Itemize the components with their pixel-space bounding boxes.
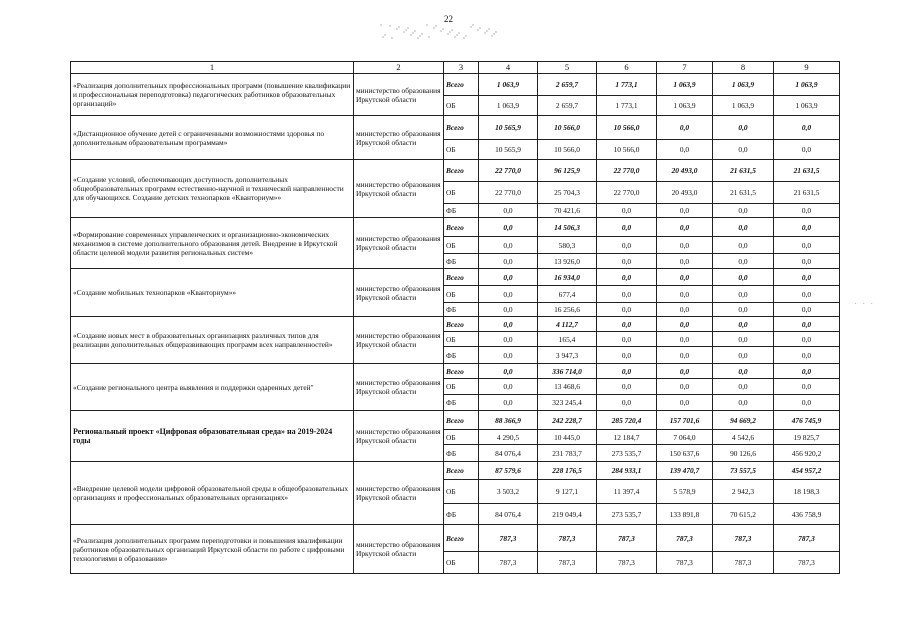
funding-source-cell: ОБ <box>444 379 479 395</box>
amount-cell: 0,0 <box>774 379 840 395</box>
amount-cell: 0,0 <box>597 204 657 218</box>
amount-cell: 0,0 <box>597 317 657 332</box>
funding-source-cell: ОБ <box>444 96 479 116</box>
amount-cell: 0,0 <box>597 237 657 254</box>
amount-cell: 0,0 <box>597 332 657 347</box>
amount-cell: 787,3 <box>657 525 713 552</box>
amount-cell: 0,0 <box>657 395 713 411</box>
amount-cell: 0,0 <box>713 218 774 237</box>
amount-cell: 0,0 <box>479 347 538 364</box>
amount-cell: 4 112,7 <box>538 317 597 332</box>
column-number-row <box>71 62 840 74</box>
amount-cell: 476 745,9 <box>774 411 840 430</box>
executor-cell: министерство образования Иркутской области <box>354 525 444 574</box>
amount-cell: 4 290,5 <box>479 430 538 445</box>
amount-cell: 0,0 <box>479 286 538 303</box>
amount-cell: 2 659,7 <box>538 74 597 96</box>
table-row <box>71 269 840 286</box>
amount-cell: 5 578,9 <box>657 480 713 504</box>
measure-name-cell: Региональный проект «Цифровая образовательная среда» на 2019-2024 годы <box>71 411 354 462</box>
column-number-7: 7 <box>657 62 713 74</box>
amount-cell: 0,0 <box>713 395 774 411</box>
amount-cell: 157 701,6 <box>657 411 713 430</box>
amount-cell: 21 631,5 <box>713 160 774 182</box>
amount-cell: 0,0 <box>713 204 774 218</box>
amount-cell: 7 064,0 <box>657 430 713 445</box>
amount-cell: 165,4 <box>538 332 597 347</box>
amount-cell: 787,3 <box>657 552 713 574</box>
amount-cell: 0,0 <box>774 303 840 317</box>
amount-cell: 0,0 <box>479 379 538 395</box>
funding-source-cell: ФБ <box>444 254 479 269</box>
executor-cell: министерство образования Иркутской области <box>354 462 444 525</box>
amount-cell: 133 891,8 <box>657 504 713 525</box>
amount-cell: 0,0 <box>657 254 713 269</box>
amount-cell: 0,0 <box>657 303 713 317</box>
amount-cell: 0,0 <box>597 347 657 364</box>
amount-cell: 242 228,7 <box>538 411 597 430</box>
funding-source-cell: ОБ <box>444 182 479 204</box>
amount-cell: 0,0 <box>657 347 713 364</box>
amount-cell: 0,0 <box>597 303 657 317</box>
amount-cell: 0,0 <box>479 317 538 332</box>
amount-cell: 285 720,4 <box>597 411 657 430</box>
executor-cell: министерство образования Иркутской области <box>354 74 444 116</box>
amount-cell: 16 934,0 <box>538 269 597 286</box>
amount-cell: 84 076,4 <box>479 445 538 462</box>
executor-cell: министерство образования Иркутской области <box>354 317 444 364</box>
amount-cell: 2 659,7 <box>538 96 597 116</box>
amount-cell: 0,0 <box>657 286 713 303</box>
funding-source-cell: ФБ <box>444 445 479 462</box>
amount-cell: 0,0 <box>479 332 538 347</box>
amount-cell: 0,0 <box>713 269 774 286</box>
measure-name-cell: «Создание мобильных технопарков «Кванториум»» <box>71 269 354 317</box>
amount-cell: 150 637,6 <box>657 445 713 462</box>
measure-name-cell: «Реализация дополнительных профессиональных программ (повышение квалификации и профессиональная переподготовка) педагогических работников образовательных организаций» <box>71 74 354 116</box>
amount-cell: 677,4 <box>538 286 597 303</box>
amount-cell: 0,0 <box>657 140 713 160</box>
amount-cell: 21 631,5 <box>774 182 840 204</box>
amount-cell: 436 758,9 <box>774 504 840 525</box>
amount-cell: 16 256,6 <box>538 303 597 317</box>
amount-cell: 323 245,4 <box>538 395 597 411</box>
amount-cell: 14 506,3 <box>538 218 597 237</box>
amount-cell: 10 566,0 <box>538 140 597 160</box>
amount-cell: 0,0 <box>479 204 538 218</box>
amount-cell: 1 063,9 <box>774 74 840 96</box>
page-number: 22 <box>444 14 453 24</box>
amount-cell: 0,0 <box>713 379 774 395</box>
funding-source-cell: ОБ <box>444 332 479 347</box>
amount-cell: 787,3 <box>774 552 840 574</box>
executor-cell: министерство образования Иркутской области <box>354 411 444 462</box>
amount-cell: 0,0 <box>713 347 774 364</box>
table-row <box>71 116 840 140</box>
amount-cell: 3 503,2 <box>479 480 538 504</box>
amount-cell: 0,0 <box>597 254 657 269</box>
measure-name-cell: «Дистанционное обучение детей с ограниченными возможностями здоровья по дополнительным образовательным программам» <box>71 116 354 160</box>
amount-cell: 456 920,2 <box>774 445 840 462</box>
amount-cell: 3 947,3 <box>538 347 597 364</box>
amount-cell: 0,0 <box>774 364 840 379</box>
funding-source-cell: ОБ <box>444 480 479 504</box>
amount-cell: 22 770,0 <box>479 160 538 182</box>
amount-cell: 580,3 <box>538 237 597 254</box>
amount-cell: 787,3 <box>597 525 657 552</box>
budget-table <box>70 61 840 574</box>
amount-cell: 90 126,6 <box>713 445 774 462</box>
amount-cell: 273 535,7 <box>597 445 657 462</box>
funding-source-cell: Всего <box>444 218 479 237</box>
table-row <box>71 218 840 237</box>
amount-cell: 0,0 <box>597 269 657 286</box>
amount-cell: 1 063,9 <box>657 96 713 116</box>
amount-cell: 0,0 <box>657 317 713 332</box>
funding-source-cell: Всего <box>444 160 479 182</box>
measure-name-cell: «Создание новых мест в образовательных организациях различных типов для реализации дополнительных общеразвивающих программ всех направленностей» <box>71 317 354 364</box>
amount-cell: 0,0 <box>774 116 840 140</box>
amount-cell: 0,0 <box>479 218 538 237</box>
amount-cell: 0,0 <box>657 204 713 218</box>
amount-cell: 0,0 <box>774 218 840 237</box>
amount-cell: 18 198,3 <box>774 480 840 504</box>
column-number-4: 4 <box>479 62 538 74</box>
measure-name-cell: «Формирование современных управленческих и организационно-экономических механизмов в системе дополнительного образования детей. Внедрение в Иркутской области целевой модели развития региональных систем» <box>71 218 354 269</box>
amount-cell: 0,0 <box>597 286 657 303</box>
amount-cell: 0,0 <box>479 269 538 286</box>
amount-cell: 0,0 <box>657 218 713 237</box>
amount-cell: 0,0 <box>774 286 840 303</box>
amount-cell: 70 615,2 <box>713 504 774 525</box>
executor-cell: министерство образования Иркутской области <box>354 116 444 160</box>
amount-cell: 10 445,0 <box>538 430 597 445</box>
amount-cell: 9 127,1 <box>538 480 597 504</box>
amount-cell: 1 063,9 <box>479 74 538 96</box>
amount-cell: 0,0 <box>657 364 713 379</box>
amount-cell: 11 397,4 <box>597 480 657 504</box>
amount-cell: 10 565,9 <box>479 140 538 160</box>
column-number-9: 9 <box>774 62 840 74</box>
table-row <box>71 462 840 480</box>
amount-cell: 1 063,9 <box>774 96 840 116</box>
table-row <box>71 525 840 552</box>
table-body <box>71 74 840 574</box>
amount-cell: 787,3 <box>713 525 774 552</box>
amount-cell: 0,0 <box>657 332 713 347</box>
funding-source-cell: ФБ <box>444 504 479 525</box>
amount-cell: 13 926,0 <box>538 254 597 269</box>
column-number-3: 3 <box>444 62 479 74</box>
amount-cell: 0,0 <box>597 364 657 379</box>
amount-cell: 87 579,6 <box>479 462 538 480</box>
scan-noise <box>380 24 500 40</box>
column-number-1: 1 <box>71 62 354 74</box>
table-row <box>71 411 840 430</box>
funding-source-cell: ФБ <box>444 395 479 411</box>
amount-cell: 20 493,0 <box>657 160 713 182</box>
amount-cell: 0,0 <box>479 237 538 254</box>
amount-cell: 231 783,7 <box>538 445 597 462</box>
amount-cell: 0,0 <box>713 254 774 269</box>
amount-cell: 0,0 <box>597 379 657 395</box>
amount-cell: 284 933,1 <box>597 462 657 480</box>
amount-cell: 787,3 <box>479 525 538 552</box>
table-row <box>71 364 840 379</box>
amount-cell: 25 704,3 <box>538 182 597 204</box>
funding-source-cell: ФБ <box>444 347 479 364</box>
amount-cell: 1 773,1 <box>597 96 657 116</box>
amount-cell: 0,0 <box>713 237 774 254</box>
column-number-6: 6 <box>597 62 657 74</box>
amount-cell: 0,0 <box>597 395 657 411</box>
funding-source-cell: ОБ <box>444 140 479 160</box>
amount-cell: 454 957,2 <box>774 462 840 480</box>
column-number-2: 2 <box>354 62 444 74</box>
amount-cell: 0,0 <box>657 269 713 286</box>
amount-cell: 10 566,0 <box>538 116 597 140</box>
amount-cell: 787,3 <box>479 552 538 574</box>
amount-cell: 787,3 <box>597 552 657 574</box>
amount-cell: 0,0 <box>657 116 713 140</box>
measure-name-cell: «Реализация дополнительных программ переподготовки и повышения квалификации работников образовательных организаций Иркутской области по работе с цифровыми технологиями в образовании» <box>71 525 354 574</box>
amount-cell: 10 566,0 <box>597 116 657 140</box>
amount-cell: 139 470,7 <box>657 462 713 480</box>
executor-cell: министерство образования Иркутской области <box>354 218 444 269</box>
amount-cell: 88 366,9 <box>479 411 538 430</box>
amount-cell: 4 542,6 <box>713 430 774 445</box>
amount-cell: 0,0 <box>657 379 713 395</box>
amount-cell: 73 557,5 <box>713 462 774 480</box>
funding-source-cell: ОБ <box>444 430 479 445</box>
amount-cell: 2 942,3 <box>713 480 774 504</box>
amount-cell: 0,0 <box>597 218 657 237</box>
amount-cell: 787,3 <box>774 525 840 552</box>
amount-cell: 19 825,7 <box>774 430 840 445</box>
funding-source-cell: Всего <box>444 116 479 140</box>
funding-source-cell: Всего <box>444 462 479 480</box>
funding-source-cell: Всего <box>444 364 479 379</box>
amount-cell: 0,0 <box>774 269 840 286</box>
amount-cell: 96 125,9 <box>538 160 597 182</box>
amount-cell: 1 773,1 <box>597 74 657 96</box>
amount-cell: 0,0 <box>774 347 840 364</box>
funding-source-cell: Всего <box>444 317 479 332</box>
amount-cell: 0,0 <box>774 332 840 347</box>
funding-source-cell: Всего <box>444 525 479 552</box>
amount-cell: 12 184,7 <box>597 430 657 445</box>
amount-cell: 0,0 <box>479 395 538 411</box>
amount-cell: 0,0 <box>774 254 840 269</box>
funding-source-cell: Всего <box>444 74 479 96</box>
amount-cell: 219 049,4 <box>538 504 597 525</box>
funding-source-cell: ФБ <box>444 303 479 317</box>
amount-cell: 0,0 <box>774 237 840 254</box>
amount-cell: 273 535,7 <box>597 504 657 525</box>
measure-name-cell: «Внедрение целевой модели цифровой образовательной среды в общеобразовательных организациях и профессиональных образовательных организациях» <box>71 462 354 525</box>
amount-cell: 0,0 <box>774 317 840 332</box>
amount-cell: 0,0 <box>713 286 774 303</box>
column-number-8: 8 <box>713 62 774 74</box>
funding-source-cell: Всего <box>444 269 479 286</box>
funding-source-cell: ФБ <box>444 204 479 218</box>
amount-cell: 1 063,9 <box>479 96 538 116</box>
amount-cell: 1 063,9 <box>713 74 774 96</box>
funding-source-cell: Всего <box>444 411 479 430</box>
amount-cell: 84 076,4 <box>479 504 538 525</box>
amount-cell: 0,0 <box>713 116 774 140</box>
amount-cell: 787,3 <box>538 552 597 574</box>
amount-cell: 0,0 <box>774 204 840 218</box>
amount-cell: 336 714,0 <box>538 364 597 379</box>
amount-cell: 787,3 <box>713 552 774 574</box>
amount-cell: 0,0 <box>774 395 840 411</box>
amount-cell: 787,3 <box>538 525 597 552</box>
funding-source-cell: ОБ <box>444 552 479 574</box>
amount-cell: 0,0 <box>774 140 840 160</box>
executor-cell: министерство образования Иркутской области <box>354 364 444 411</box>
amount-cell: 0,0 <box>479 364 538 379</box>
amount-cell: 22 770,0 <box>479 182 538 204</box>
amount-cell: 22 770,0 <box>597 160 657 182</box>
amount-cell: 94 669,2 <box>713 411 774 430</box>
table-row <box>71 74 840 96</box>
table-row <box>71 160 840 182</box>
measure-name-cell: «Создание регионального центра выявления и поддержки одаренных детей" <box>71 364 354 411</box>
amount-cell: 20 493,0 <box>657 182 713 204</box>
amount-cell: 21 631,5 <box>713 182 774 204</box>
amount-cell: 10 566,0 <box>597 140 657 160</box>
amount-cell: 0,0 <box>713 332 774 347</box>
amount-cell: 0,0 <box>713 317 774 332</box>
amount-cell: 0,0 <box>479 254 538 269</box>
executor-cell: министерство образования Иркутской области <box>354 160 444 218</box>
amount-cell: 0,0 <box>713 140 774 160</box>
amount-cell: 1 063,9 <box>657 74 713 96</box>
amount-cell: 0,0 <box>713 303 774 317</box>
amount-cell: 21 631,5 <box>774 160 840 182</box>
scan-side-marks: · · · <box>854 300 875 308</box>
table-row <box>71 317 840 332</box>
amount-cell: 70 421,6 <box>538 204 597 218</box>
amount-cell: 1 063,9 <box>713 96 774 116</box>
measure-name-cell: «Создание условий, обеспечивающих доступность дополнительных общеобразовательных программ естественно-научной и технической направленности для обучающихся. Создание детских технопарков «Кванториум»» <box>71 160 354 218</box>
amount-cell: 228 176,5 <box>538 462 597 480</box>
funding-source-cell: ОБ <box>444 237 479 254</box>
amount-cell: 22 770,0 <box>597 182 657 204</box>
amount-cell: 10 565,9 <box>479 116 538 140</box>
executor-cell: министерство образования Иркутской области <box>354 269 444 317</box>
column-number-5: 5 <box>538 62 597 74</box>
amount-cell: 0,0 <box>713 364 774 379</box>
amount-cell: 13 468,6 <box>538 379 597 395</box>
funding-source-cell: ОБ <box>444 286 479 303</box>
amount-cell: 0,0 <box>657 237 713 254</box>
amount-cell: 0,0 <box>479 303 538 317</box>
